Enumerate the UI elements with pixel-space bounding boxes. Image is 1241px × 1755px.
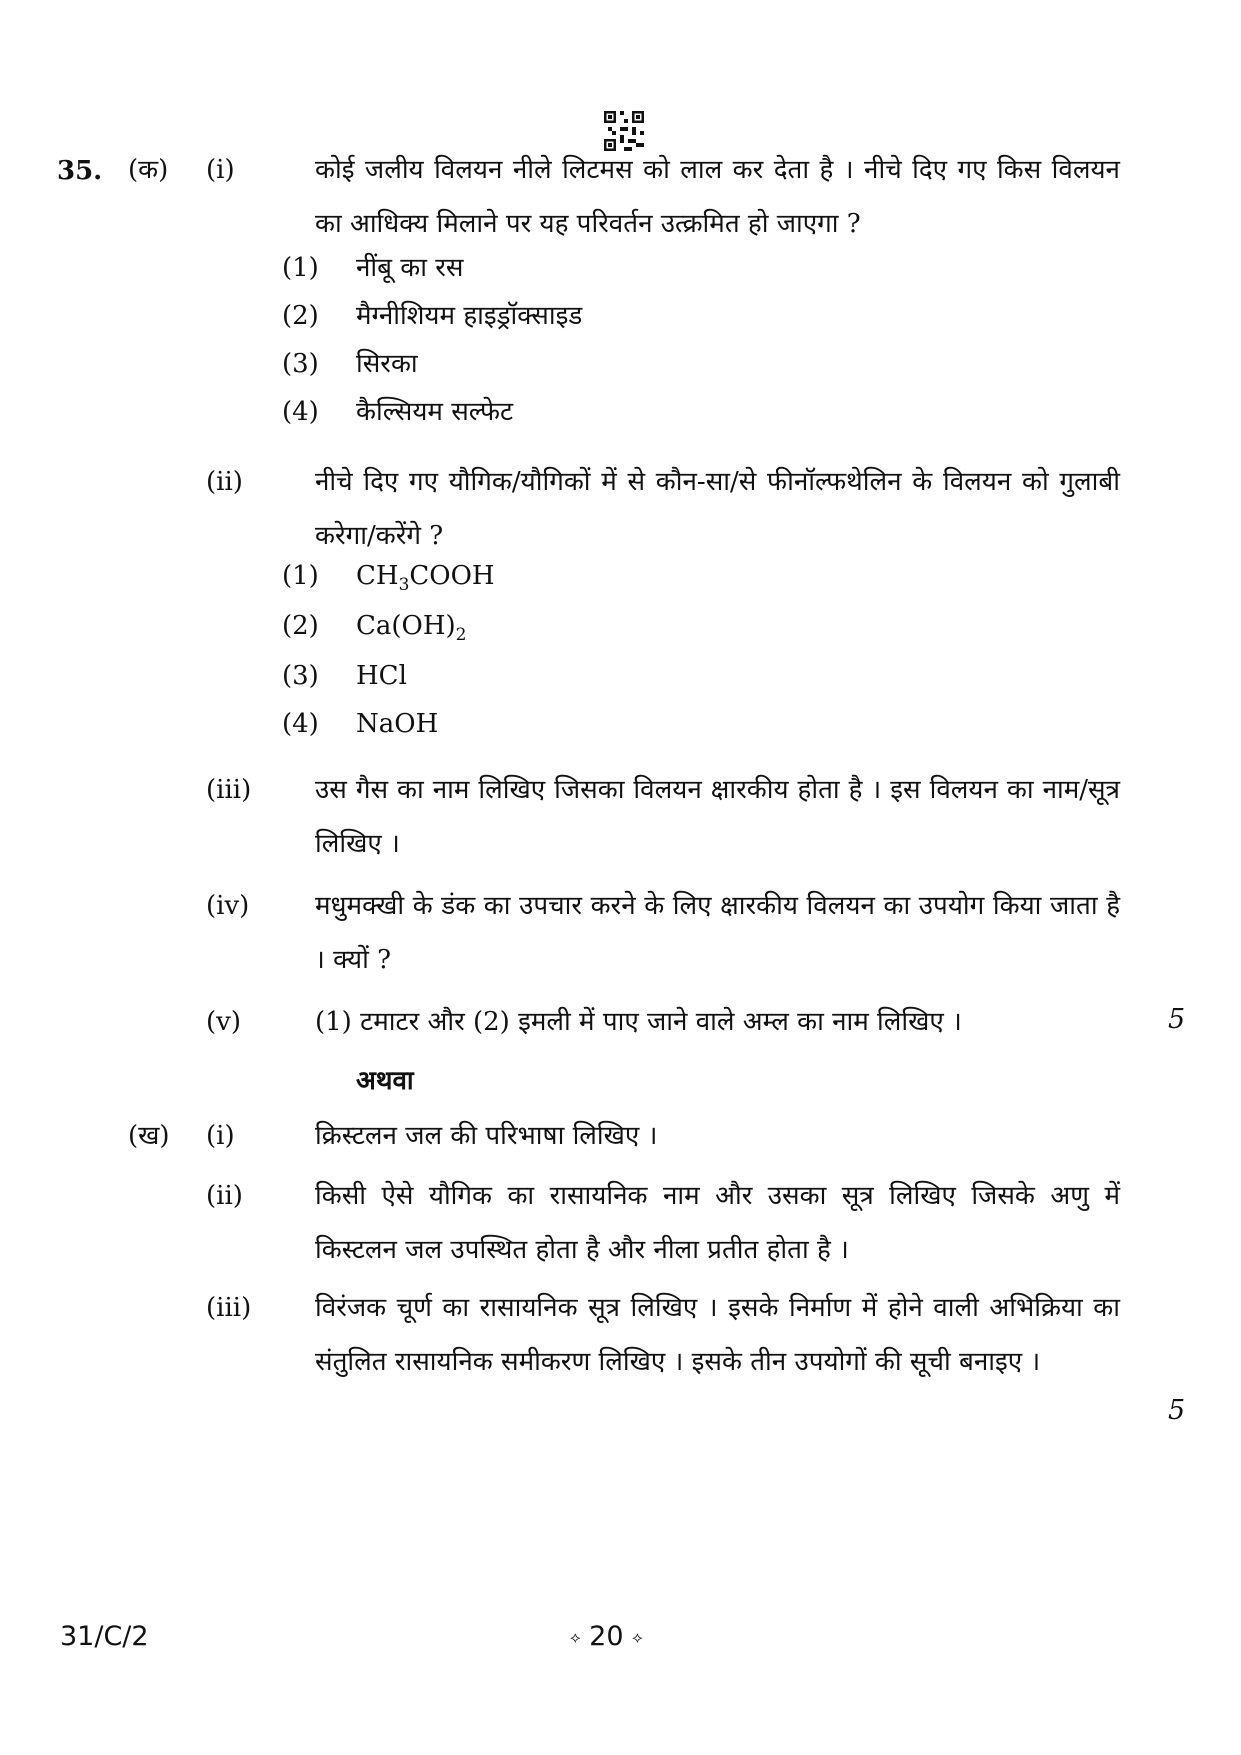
option-number: (4) bbox=[282, 397, 319, 427]
question-text: कोई जलीय विलयन नीले लिटमस को लाल कर देता है । नीचे दिए गए किस विलयन का आधिक्य मिलाने पर यह परिवर्तन उत्क्रमित हो जाएगा ? bbox=[315, 155, 1120, 239]
question-text: उस गैस का नाम लिखिए जिसका विलयन क्षारकीय होता है । इस विलयन का नाम/सूत्र लिखिए । bbox=[315, 775, 1120, 859]
roman-label: (iv) bbox=[206, 891, 250, 921]
question-text: नीचे दिए गए यौगिक/यौगिकों में से कौन-सा/से फीनॉल्फथेलिन के विलयन को गुलाबी करेगा/करेंगे ? bbox=[315, 467, 1120, 551]
roman-label: (i) bbox=[206, 155, 235, 185]
page-number: 20 bbox=[589, 1621, 624, 1652]
option-number: (2) bbox=[282, 301, 319, 331]
option-number: (3) bbox=[282, 349, 319, 379]
roman-label: (ii) bbox=[206, 1181, 243, 1211]
part-a-label: (क) bbox=[128, 155, 169, 185]
ornament-icon: ⟡ bbox=[632, 1627, 643, 1647]
roman-label: (iii) bbox=[206, 775, 252, 805]
roman-label: (i) bbox=[206, 1121, 235, 1151]
page-number-group bbox=[570, 1621, 643, 1652]
option-text: नींबू का रस bbox=[356, 253, 464, 283]
question-text: किसी ऐसे यौगिक का रासायनिक नाम और उसका सूत्र लिखिए जिसके अणु में किस्टलन जल उपस्थित होता है और नीला प्रतीत होता है । bbox=[315, 1181, 1120, 1265]
option-text: मैग्नीशियम हाइड्रॉक्साइड bbox=[356, 301, 583, 331]
question-text: (1) टमाटर और (2) इमली में पाए जाने वाले अम्ल का नाम लिखिए । bbox=[315, 1007, 962, 1037]
or-label: अथवा bbox=[356, 1066, 414, 1096]
option-text: सिरका bbox=[356, 349, 418, 379]
option-number: (1) bbox=[282, 561, 319, 591]
part-b-label: (ख) bbox=[128, 1121, 170, 1151]
option-text: कैल्सियम सल्फेट bbox=[356, 397, 514, 427]
marks: 5 bbox=[1168, 1395, 1186, 1426]
ornament-icon: ⟡ bbox=[570, 1627, 581, 1647]
option-formula: HCl bbox=[356, 661, 407, 691]
option-formula: NaOH bbox=[356, 709, 439, 739]
marks: 5 bbox=[1168, 1004, 1186, 1035]
question-number: 35. bbox=[57, 156, 103, 186]
roman-label: (v) bbox=[206, 1007, 241, 1037]
roman-label: (ii) bbox=[206, 467, 243, 497]
option-formula: $Ca(OH)_2$ bbox=[356, 611, 467, 646]
option-number: (2) bbox=[282, 611, 319, 641]
option-number: (4) bbox=[282, 709, 319, 739]
option-number: (3) bbox=[282, 661, 319, 691]
roman-label: (iii) bbox=[206, 1293, 252, 1323]
question-text: विरंजक चूर्ण का रासायनिक सूत्र लिखिए । इसके निर्माण में होने वाली अभिक्रिया का संतुलित रासायनिक समीकरण लिखिए । इसके तीन उपयोगों की सूची बनाइए । bbox=[315, 1293, 1120, 1377]
option-number: (1) bbox=[282, 253, 319, 283]
paper-code: 31/C/2 bbox=[60, 1621, 149, 1652]
question-text: मधुमक्खी के डंक का उपचार करने के लिए क्षारकीय विलयन का उपयोग किया जाता है । क्यों ? bbox=[315, 891, 1120, 975]
question-text: क्रिस्टलन जल की परिभाषा लिखिए । bbox=[315, 1121, 658, 1151]
option-formula: $CH_3COOH$ bbox=[356, 561, 495, 596]
